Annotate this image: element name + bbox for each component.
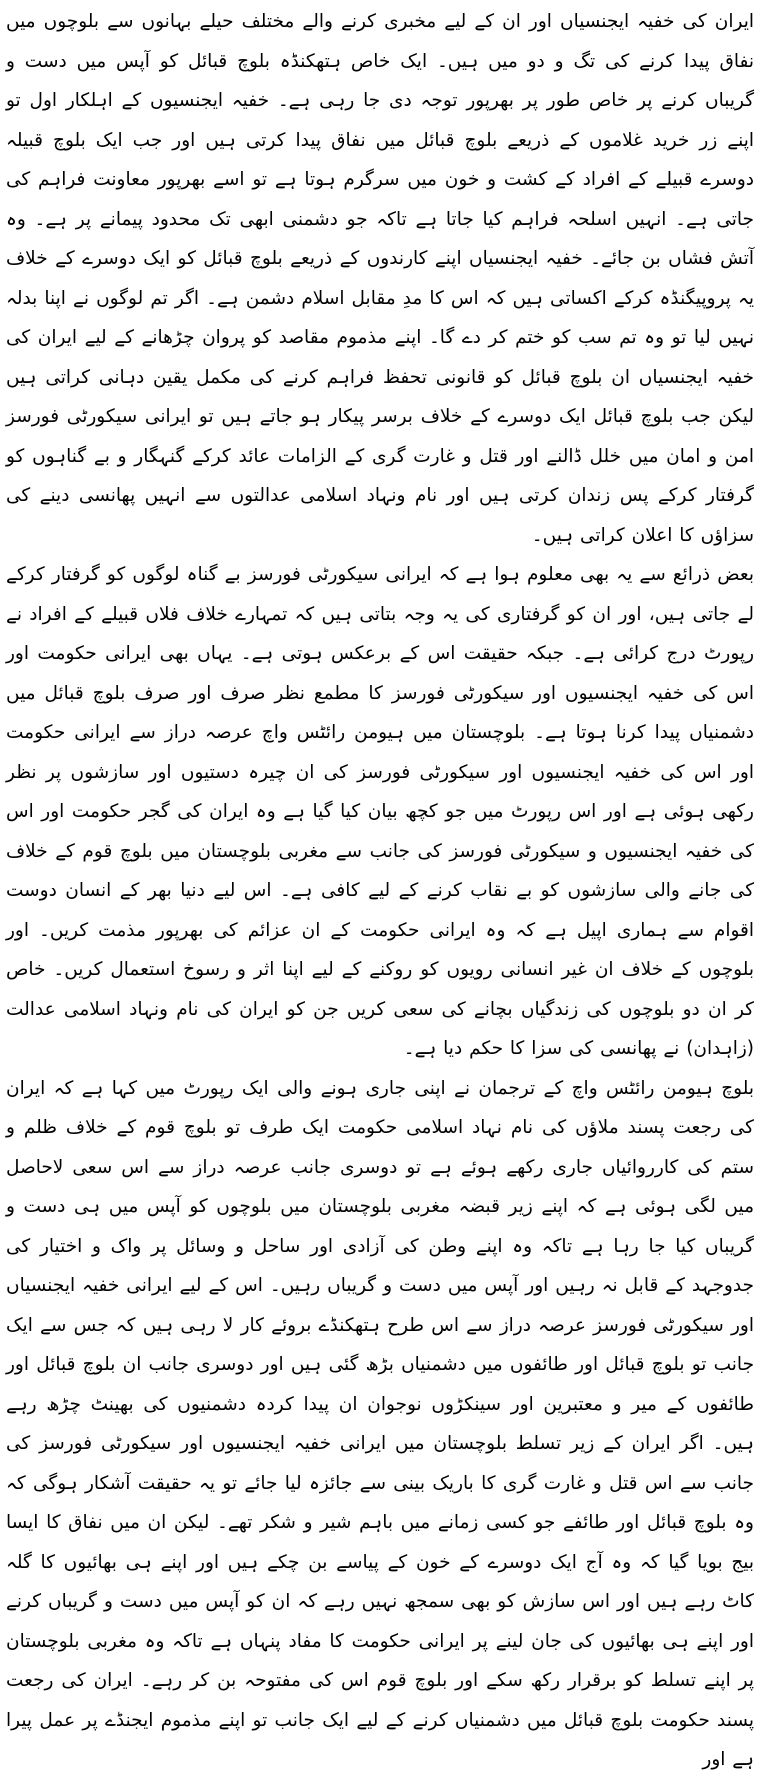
paragraph-3: بلوچ ہیومن رائٹس واچ کے ترجمان نے اپنی جاری ہونے والی ایک رپورٹ میں کہا ہے کہ ایران کی رجعت پسند ملاؤں کی نام نہاد اسلامی حکومت ایک طرف تو بلوچ قوم کے خلاف ظلم و ستم کی کارروائیاں جاری رکھے ہوئے ہے تو دوسری جانب عرصہ دراز سے اس سعی لاحاصل میں لگی ہوئی ہے کہ اپنے زیر قبضہ مغربی بلوچستان میں بلوچوں کو آپس میں ہی دست و گریباں کیا جا رہا ہے تاکہ وہ اپنے وطن کی آزادی اور ساحل و وسائل پر واک و اختیار کی جدوجہد کے قابل نہ رہیں اور آپس میں دست و گریباں رہیں۔ اس کے لیے ایرانی خفیہ ایجنسیاں اور سیکورٹی فورسز عرصہ دراز سے اس طرح ہتھکنڈے بروئے کار لا رہی ہیں کہ جس سے ایک جانب تو بلوچ قبائل اور طائفوں میں دشمنیاں بڑھ گئی ہیں اور دوسری جانب ان بلوچ قبائل اور طائفوں کے میر و معتبرین اور سینکڑوں نوجوان ان پیدا کردہ دشمنیوں کی بھینٹ چڑھ رہے ہیں۔ اگر ایران کے زیر تسلط بلوچستان میں ایرانی خفیہ ایجنسیوں اور سیکورٹی فورسز کی جانب سے اس قتل و غارت گری کا باریک بینی سے جائزہ لیا جائے تو یہ حقیقت آشکار ہوگی کہ وہ بلوچ قبائل اور طائفے جو کسی زمانے میں باہم شیر و شکر تھے۔ لیکن ان میں نفاق کا ایسا بیج بویا گیا کہ وہ آج ایک دوسرے کے خون کے پیاسے بن چکے ہیں اور اپنے ہی بھائیوں کا گلہ کاٹ رہے ہیں اور اس سازش کو بھی سمجھ نہیں رہے کہ ان کو آپس میں دست و گریباں کرنے اور اپنے ہی بھائیوں کی جان لینے پر ایرانی حکومت کا مفاد پنہاں ہے تاکہ وہ مغربی بلوچستان پر اپنے تسلط کو برقرار رکھ سکے اور بلوچ قوم اس کی مفتوحہ بن کر رہے۔ ایران کی رجعت پسند حکومت بلوچ قبائل میں دشمنیاں کرنے کے لیے ایک جانب تو اپنے مذموم ایجنڈے پر عمل پیرا ہے اور: [6, 1077, 754, 1770]
paragraph-2: بعض ذرائع سے یہ بھی معلوم ہوا ہے کہ ایرانی سیکورٹی فورسز بے گناہ لوگوں کو گرفتار کرکے لے جاتی ہیں، اور ان کو گرفتاری کی یہ وجہ بتاتی ہیں کہ تمہارے خلاف فلاں قبیلے کے افراد نے رپورٹ درج کرائی ہے۔ جبکہ حقیقت اس کے برعکس ہوتی ہے۔ یہاں بھی ایرانی حکومت اور اس کی خفیہ ایجنسیوں اور سیکورٹی فورسز کا مطمع نظر صرف اور صرف بلوچ قبائل میں دشمنیاں پیدا کرنا ہوتا ہے۔ بلوچستان میں ہیومن رائٹس واچ عرصہ دراز سے ایرانی حکومت اور اس کی خفیہ ایجنسیوں اور سیکورٹی فورسز کی ان چیرہ دستیوں اور سازشوں پر نظر رکھی ہوئی ہے اور اس رپورٹ میں جو کچھ بیان کیا گیا ہے وہ ایران کی گجر حکومت اور اس کی خفیہ ایجنسیوں و سیکورٹی فورسز کی جانب سے مغربی بلوچستان میں بلوچ قوم کے خلاف کی جانے والی سازشوں کو بے نقاب کرنے کے لیے کافی ہے۔ اس لیے دنیا بھر کے انسان دوست اقوام سے ہماری اپیل ہے کہ وہ ایرانی حکومت کے ان عزائم کی بھرپور مذمت کریں۔ اور بلوچوں کے خلاف ان غیر انسانی رویوں کو روکنے کے لیے اپنا اثر و رسوخ استعمال کریں۔ خاص کر ان دو بلوچوں کی زندگیاں بچانے کی سعی کریں جن کو ایران کی نام ونہاد اسلامی عدالت (زاہدان) نے پھانسی کی سزا کا حکم دیا ہے۔: [6, 564, 754, 1059]
paragraph-1: ایران کی خفیہ ایجنسیاں اور ان کے لیے مخبری کرنے والے مختلف حیلے بہانوں سے بلوچوں میں نفاق پیدا کرنے کی تگ و دو میں ہیں۔ ایک خاص ہتھکنڈہ بلوچ قبائل کو آپس میں دست و گریباں کرنے پر خاص طور پر بھرپور توجہ دی جا رہی ہے۔ خفیہ ایجنسیوں کے اہلکار اول تو اپنے زر خرید غلاموں کے ذریعے بلوچ قبائل میں نفاق پیدا کرتی ہیں اور جب ایک بلوچ قبیلہ دوسرے قبیلے کے افراد کے کشت و خون میں سرگرم ہوتا ہے تو اسے بھرپور معاونت فراہم کی جاتی ہے۔ انہیں اسلحہ فراہم کیا جاتا ہے تاکہ جو دشمنی ابھی تک محدود پیمانے پر ہے۔ وہ آتش فشاں بن جائے۔ خفیہ ایجنسیاں اپنے کارندوں کے ذریعے بلوچ قبائل کو ایک دوسرے کے خلاف یہ پروپیگنڈہ کرکے اکساتی ہیں کہ اس کا مدِ مقابل اسلام دشمن ہے۔ اگر تم لوگوں نے اپنا بدلہ نہیں لیا تو وہ تم سب کو ختم کر دے گا۔ اپنے مذموم مقاصد کو پروان چڑھانے کے لیے ایران کی خفیہ ایجنسیاں ان بلوچ قبائل کو قانونی تحفظ فراہم کرنے کی مکمل یقین دہانی کراتی ہیں لیکن جب بلوچ قبائل ایک دوسرے کے خلاف برسر پیکار ہو جاتے ہیں تو ایرانی سیکورٹی فورسز امن و امان میں خلل ڈالنے اور قتل و غارت گری کے الزامات عائد کرکے گنہگار و بے گناہوں کو گرفتار کرکے پس زندان کرتی ہیں اور نام ونہاد اسلامی عدالتوں سے انہیں پھانسی دینے کی سزاؤں کا اعلان کراتی ہیں۔: [6, 11, 754, 546]
